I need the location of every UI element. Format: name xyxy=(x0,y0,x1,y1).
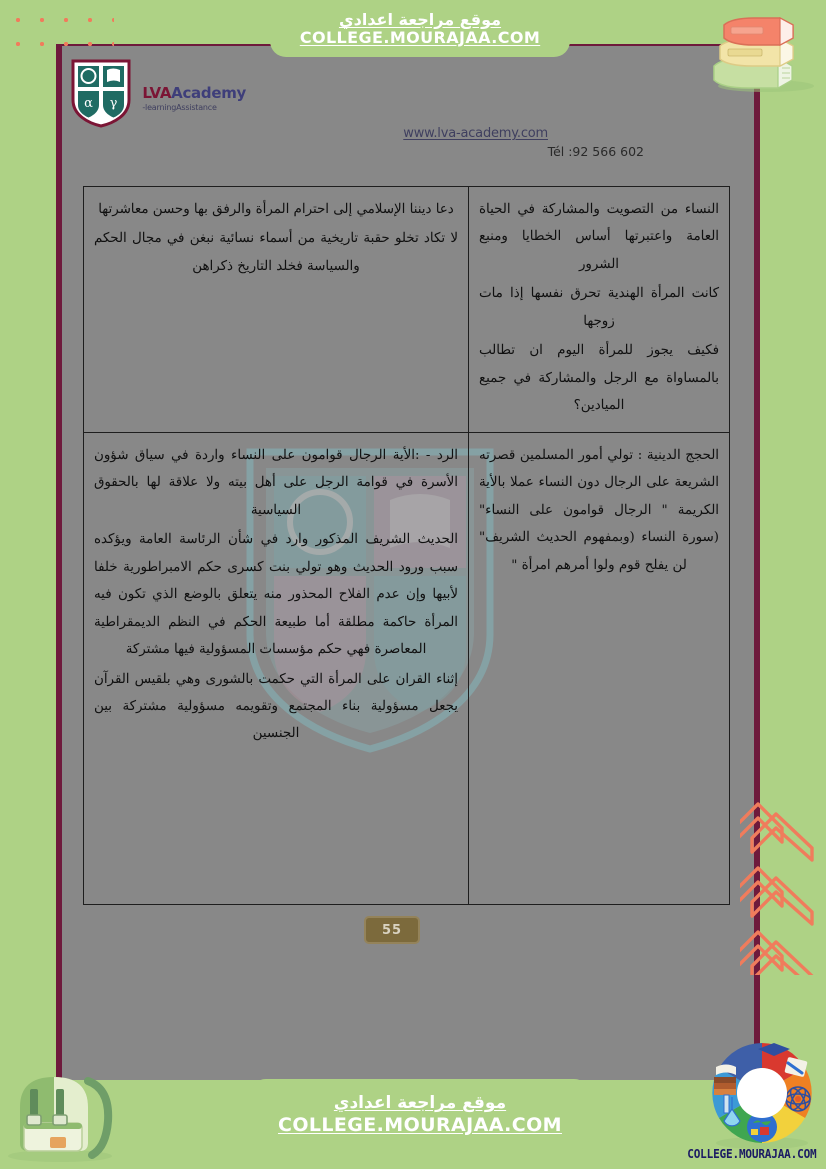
brand-block xyxy=(142,86,246,112)
phone-number: Tél :92 566 602 xyxy=(547,144,644,159)
brand-lva: LVA xyxy=(142,84,172,102)
backpack-icon xyxy=(2,1063,122,1163)
bottom-banner-arabic: موقع مراجعة اعدادي xyxy=(333,1093,507,1114)
corner-site-tag: COLLEGE.MOURAJAA.COM xyxy=(686,1147,816,1161)
document-page xyxy=(56,44,760,1080)
paragraph: الحجج الدينية : تولي أمور المسلمين قصرته الشريعة على الرجال دون النساء عملا بالأية الكريمة " الرجال قوامون على النساء" (سورة النساء (وبمفهوم الحديث الشريف" لن يفلح قوم ولوا أمرهم امرأة " xyxy=(479,447,719,573)
cell-row1-right xyxy=(469,187,730,433)
cell-row2-right xyxy=(469,432,730,904)
bottom-site-banner xyxy=(250,1079,590,1151)
brand-title xyxy=(142,86,246,101)
bottom-banner-english: COLLEGE.MOURAJAA.COM xyxy=(278,1113,562,1136)
table-row xyxy=(84,187,730,433)
frame-band-right xyxy=(760,0,826,1169)
paragraph: فكيف يجوز للمرأة اليوم ان تطالب بالمساواة مع الرجل والمشاركة في جميع الميادين؟ xyxy=(479,343,719,414)
top-banner-english: COLLEGE.MOURAJAA.COM xyxy=(299,27,541,47)
chevron-up-decoration xyxy=(740,790,826,975)
cell-row1-left xyxy=(84,187,469,433)
stack-of-books-icon xyxy=(704,12,824,94)
paragraph: إثناء القران على المرأة التي حكمت بالشورى وهي بلقيس القرآن يجعل مسؤولية بناء المجتمع وتقويمه مسؤولية مشتركة بين الجنسين xyxy=(94,671,458,742)
paragraph: لا تكاد تخلو حقبة تاريخية من أسماء نسائية نبغن في مجال الحكم والسياسة فخلد التاريخ ذكراهن xyxy=(94,231,458,274)
svg-text:γ: γ xyxy=(109,96,118,111)
table-row xyxy=(84,432,730,904)
brand-academy: Academy xyxy=(171,84,246,102)
brand-subtitle: -learningAssistance xyxy=(142,103,217,112)
paragraph: النساء من التصويت والمشاركة في الحياة العامة واعتبرتها أساس الخطايا ومنبع الشرور xyxy=(479,202,719,272)
page-number-badge: 55 xyxy=(364,916,420,944)
dot-grid-decoration xyxy=(2,4,114,58)
svg-text:α: α xyxy=(84,96,93,111)
shield-crest-logo-icon xyxy=(70,58,132,128)
website-link[interactable]: www.lva-academy.com xyxy=(403,126,548,141)
paragraph: الحديث الشريف المذكور وارد في شأن الرئاسة العامة ويؤكده سبب ورود الحديث وهو تولي بنت كسرى حكم الامبراطورية خلفا لأبيها وإن عدم الفلاح المحذور منه يتعلق بالوضع الذي تكون فيه المرأة حاكمة مطلقة أما طبيعة الحكم في النظم الديمقراطية المعاصرة فهي حكم مؤسسات المسؤولية فيها مشتركة xyxy=(94,532,458,658)
content-table xyxy=(83,186,730,905)
top-site-banner xyxy=(270,0,570,57)
cell-row2-left xyxy=(84,432,469,904)
paragraph: دعا ديننا الإسلامي إلى احترام المرأة والرفق بها وحسن معاشرتها xyxy=(98,202,454,217)
paragraph: كانت المرأة الهندية تحرق نفسها إذا مات زوجها xyxy=(479,286,719,329)
paragraph: الرد - :الأية الرجال قوامون على النساء واردة في سياق شؤون الأسرة في قوامة الرجل على أهل بيته ولا علاقة لها بالحقوق السياسية xyxy=(94,447,458,518)
frame-band-left xyxy=(0,0,56,1169)
letterhead xyxy=(62,44,760,184)
top-banner-arabic: موقع مراجعة اعدادي xyxy=(338,9,502,29)
education-ring-icon xyxy=(702,1039,822,1151)
